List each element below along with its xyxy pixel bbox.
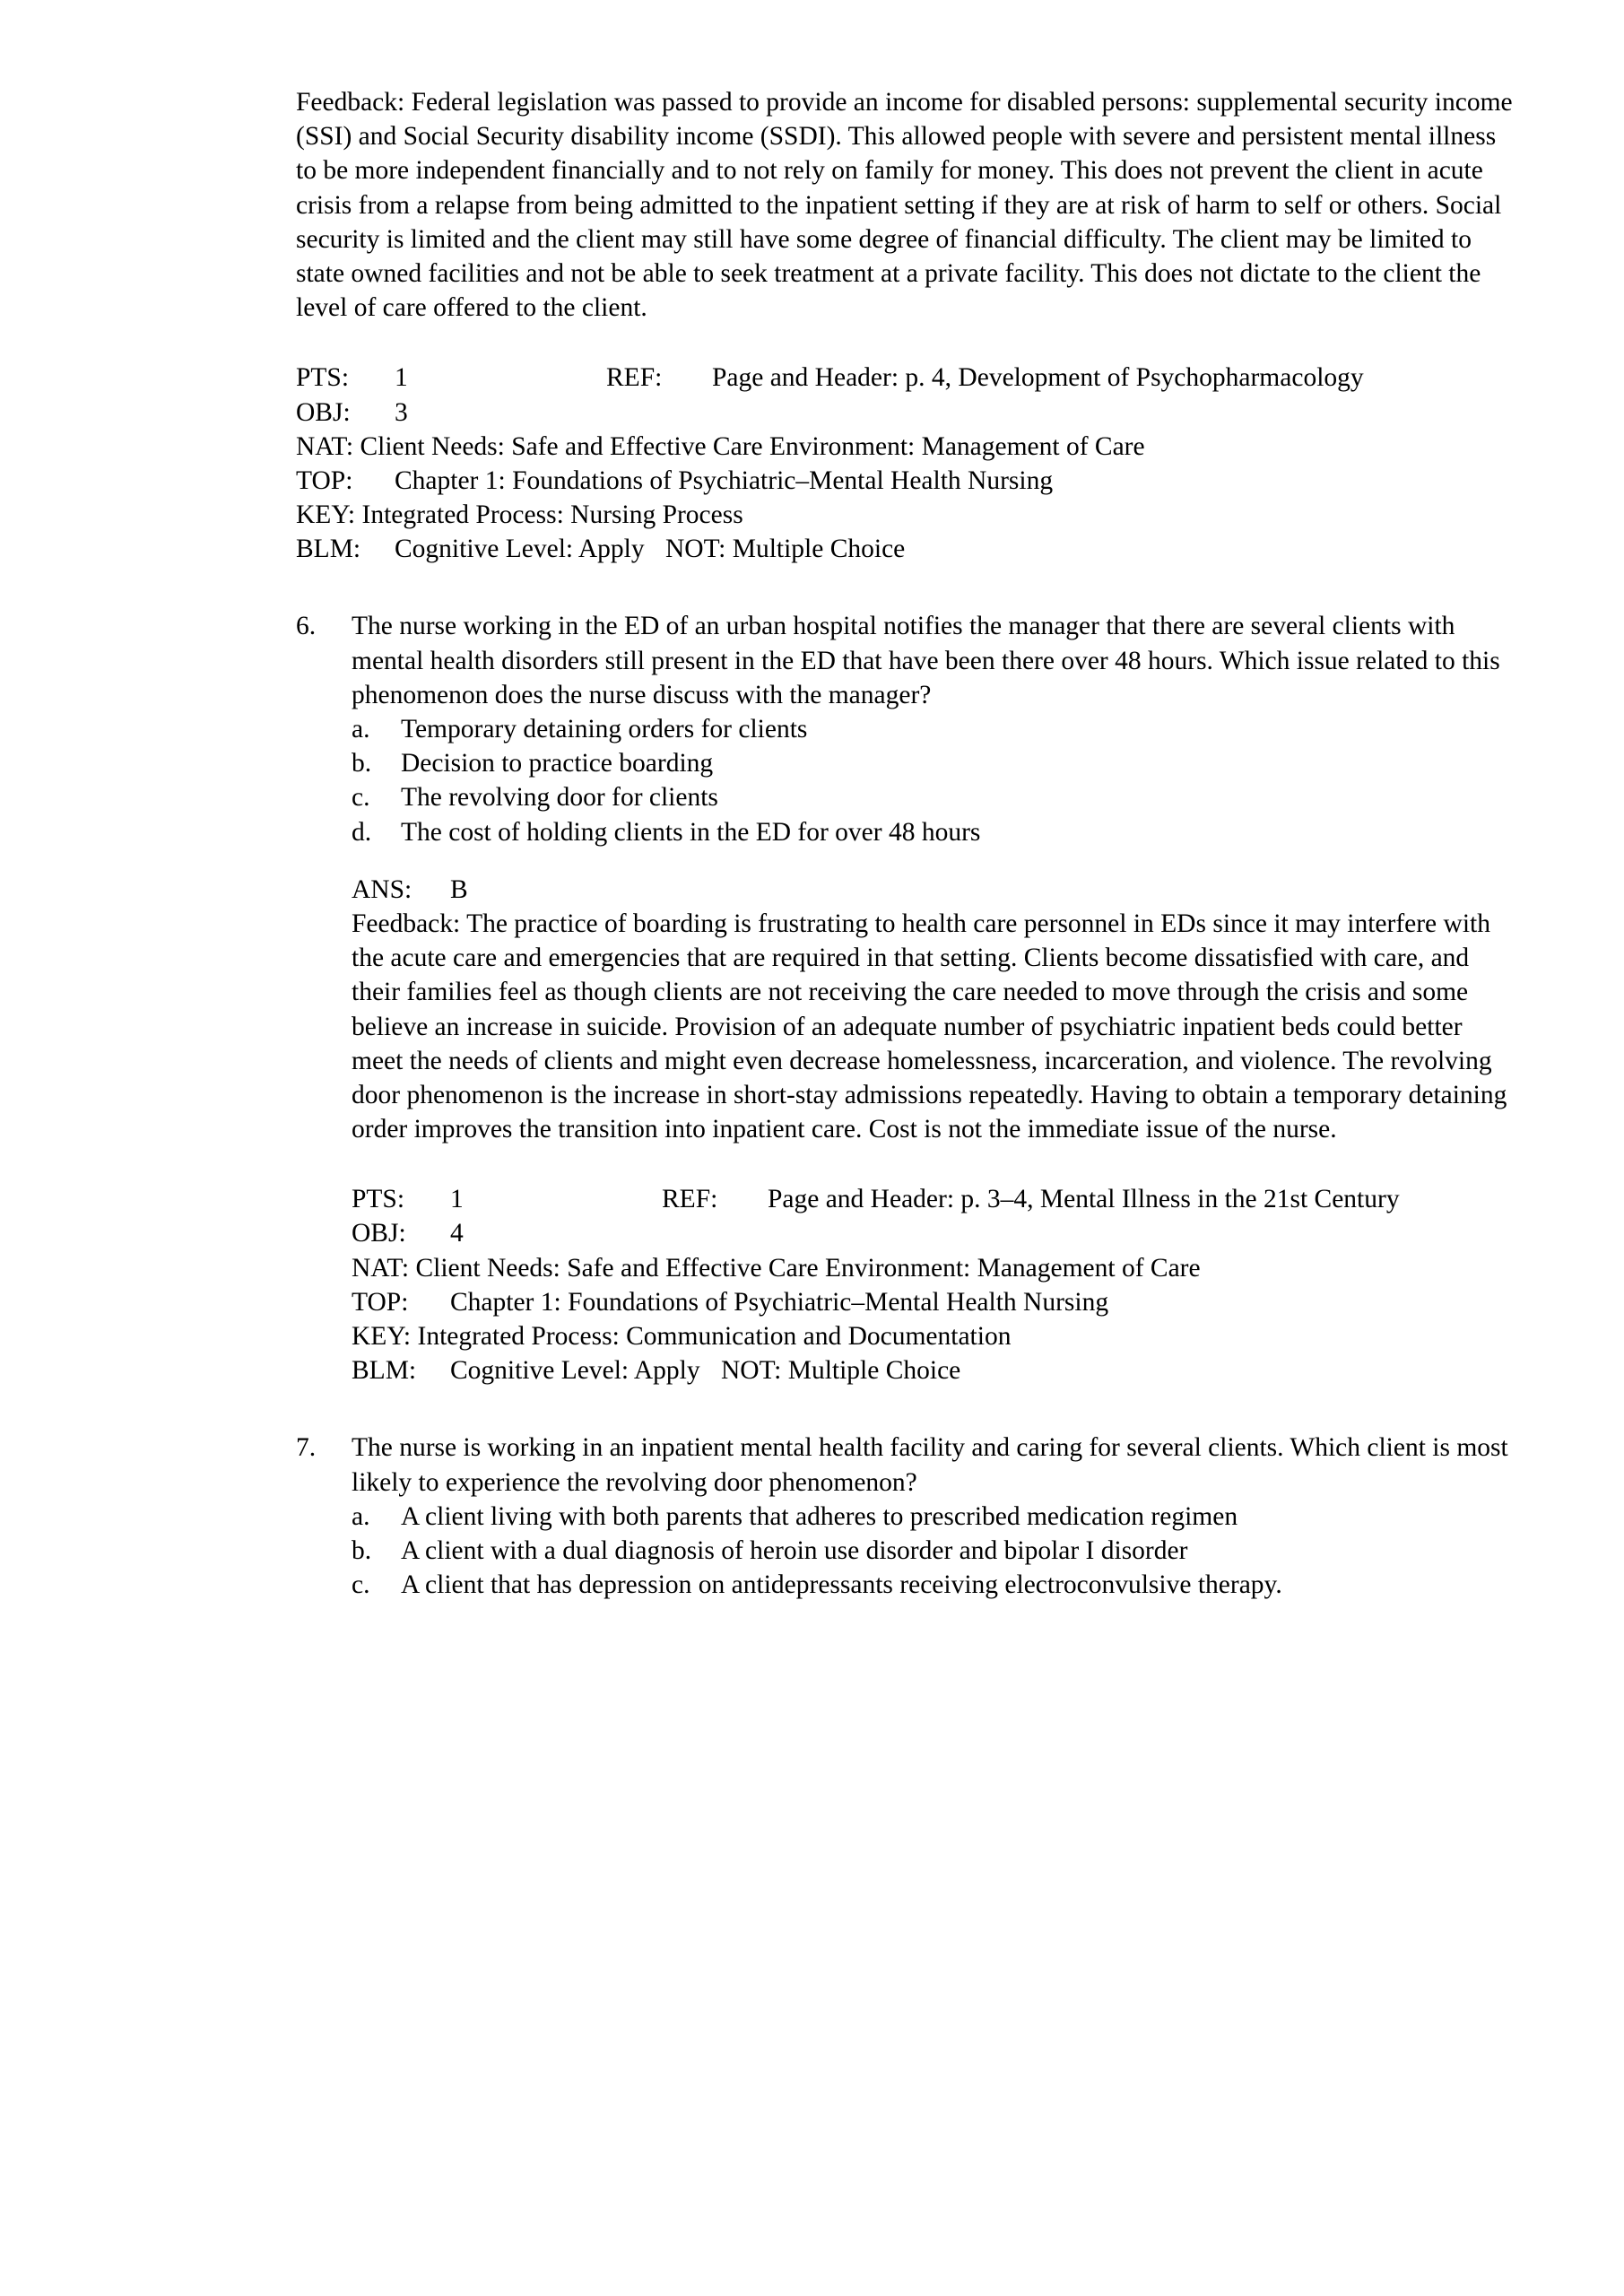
obj-value: 3 bbox=[395, 397, 408, 427]
question-6 bbox=[296, 609, 1516, 1387]
question-7-number: 7. bbox=[296, 1433, 317, 1463]
metadata-key-line bbox=[296, 498, 1516, 532]
top-value: Chapter 1: Foundations of Psychiatric–Mental Health Nursing bbox=[450, 1287, 1109, 1317]
metadata-obj-line bbox=[296, 396, 1516, 430]
obj-label: OBJ: bbox=[352, 1219, 406, 1248]
metadata-blm-not-line bbox=[352, 1353, 1516, 1387]
ans-label: ANS: bbox=[352, 874, 413, 904]
question-6-feedback: Feedback: The practice of boarding is frustrating to health care personnel in EDs since it may interfere with the acute care and emergencies that are required in that setting. Clients become dissatisfied with care, and their families feel as though clients are not receiving the care needed to move through the crisis and some believe an increase in suicide. Provision of an adequate number of psychiatric inpatient beds could better meet the needs of clients and might even decrease homelessness, incarceration, and violence. The revolving door phenomenon is the increase in short-stay admissions repeatedly. Having to obtain a temporary detaining order improves the transition into inpatient care. Cost is not the immediate issue of the nurse. bbox=[352, 909, 1507, 1144]
metadata-pts-ref-line bbox=[296, 361, 1516, 395]
option-text: A client that has depression on antidepressants receiving electroconvulsive therapy. bbox=[401, 1570, 1282, 1600]
option-text: The cost of holding clients in the ED for over 48 hours bbox=[401, 817, 981, 847]
question-7-option-c[interactable] bbox=[352, 1568, 1516, 1602]
question-7-option-a[interactable] bbox=[352, 1500, 1516, 1534]
question-7-stem: The nurse is working in an inpatient mental health facility and caring for several clients. Which client is most likely to experience the revolving door phenomenon? bbox=[352, 1433, 1508, 1497]
feedback-text: Feedback: Federal legislation was passed to provide an income for disabled persons: supplemental security income (SSI) and Social Security disability income (SSDI). This allowed people with severe and persistent mental illness to be more independent financially and to not rely on family for money. This does not prevent the client in acute crisis from a relapse from being admitted to the inpatient setting if they are at risk of harm to self or others. Social security is limited and the client may still have some degree of financial difficulty. The client may be limited to state owned facilities and not be able to seek treatment at a private facility. This does not dictate to the client the level of care offered to the client. bbox=[296, 88, 1513, 323]
option-text: Decision to practice boarding bbox=[401, 749, 714, 778]
question-7 bbox=[296, 1431, 1516, 1602]
question-6-option-b[interactable] bbox=[352, 746, 1516, 780]
obj-value: 4 bbox=[450, 1219, 464, 1248]
metadata-top-line bbox=[352, 1285, 1516, 1319]
nat-text: NAT: Client Needs: Safe and Effective Care Environment: Management of Care bbox=[352, 1253, 1201, 1283]
pts-value: 1 bbox=[395, 363, 408, 393]
blm-label: BLM: bbox=[352, 1356, 417, 1386]
question-6-body bbox=[352, 609, 1516, 1387]
question-6-number: 6. bbox=[296, 612, 317, 641]
metadata-blm-not-line bbox=[296, 532, 1516, 566]
metadata-nat-line bbox=[296, 430, 1516, 464]
option-letter: b. bbox=[352, 749, 372, 778]
metadata-nat-line bbox=[352, 1251, 1516, 1285]
option-text: A client with a dual diagnosis of heroin use disorder and bipolar I disorder bbox=[401, 1535, 1188, 1565]
spacer bbox=[296, 1387, 1516, 1431]
metadata-pts-ref-line bbox=[352, 1182, 1516, 1216]
ans-value: B bbox=[450, 874, 468, 904]
blm-label: BLM: bbox=[296, 535, 361, 564]
key-text: KEY: Integrated Process: Communication and Documentation bbox=[352, 1322, 1012, 1351]
option-letter: c. bbox=[352, 783, 370, 813]
not-text: NOT: Multiple Choice bbox=[665, 535, 906, 564]
option-text: A client living with both parents that adheres to prescribed medication regimen bbox=[401, 1501, 1238, 1531]
metadata-block-1 bbox=[296, 361, 1516, 566]
option-letter: b. bbox=[352, 1535, 372, 1565]
spacer bbox=[296, 325, 1516, 361]
blm-value: Cognitive Level: Apply bbox=[450, 1356, 700, 1386]
question-6-option-a[interactable] bbox=[352, 712, 1516, 746]
question-7-option-b[interactable] bbox=[352, 1534, 1516, 1568]
nat-text: NAT: Client Needs: Safe and Effective Care Environment: Management of Care bbox=[296, 431, 1145, 461]
option-letter: c. bbox=[352, 1570, 370, 1600]
ref-label: REF: bbox=[662, 1185, 718, 1214]
blm-value: Cognitive Level: Apply bbox=[395, 535, 645, 564]
key-text: KEY: Integrated Process: Nursing Process bbox=[296, 500, 743, 530]
spacer bbox=[296, 566, 1516, 609]
question-6-stem: The nurse working in the ED of an urban hospital notifies the manager that there are several clients with mental health disorders still present in the ED that have been there over 48 hours. Which issue related to this phenomenon does the nurse discuss with the manager? bbox=[352, 612, 1500, 709]
spacer bbox=[352, 849, 1516, 873]
pts-label: PTS: bbox=[352, 1185, 405, 1214]
pts-value: 1 bbox=[450, 1185, 464, 1214]
pts-label: PTS: bbox=[296, 363, 350, 393]
question-6-option-d[interactable] bbox=[352, 815, 1516, 849]
question-7-body bbox=[352, 1431, 1516, 1602]
top-label: TOP: bbox=[352, 1287, 409, 1317]
question-6-option-c[interactable] bbox=[352, 780, 1516, 814]
option-letter: a. bbox=[352, 715, 370, 744]
obj-label: OBJ: bbox=[296, 397, 351, 427]
ref-value: Page and Header: p. 3–4, Mental Illness in the 21st Century bbox=[768, 1185, 1400, 1214]
spacer bbox=[352, 1146, 1516, 1182]
option-text: The revolving door for clients bbox=[401, 783, 718, 813]
option-letter: d. bbox=[352, 817, 372, 847]
question-6-answer-line bbox=[352, 873, 1516, 907]
top-label: TOP: bbox=[296, 465, 353, 495]
option-text: Temporary detaining orders for clients bbox=[401, 715, 808, 744]
feedback-paragraph-previous bbox=[296, 85, 1516, 325]
ref-label: REF: bbox=[606, 363, 663, 393]
option-letter: a. bbox=[352, 1501, 370, 1531]
ref-value: Page and Header: p. 4, Development of Psychopharmacology bbox=[712, 363, 1364, 393]
not-text: NOT: Multiple Choice bbox=[721, 1356, 961, 1386]
metadata-key-line bbox=[352, 1319, 1516, 1353]
metadata-block-2 bbox=[352, 1182, 1516, 1387]
top-value: Chapter 1: Foundations of Psychiatric–Mental Health Nursing bbox=[395, 465, 1054, 495]
metadata-top-line bbox=[296, 464, 1516, 498]
metadata-obj-line bbox=[352, 1216, 1516, 1250]
